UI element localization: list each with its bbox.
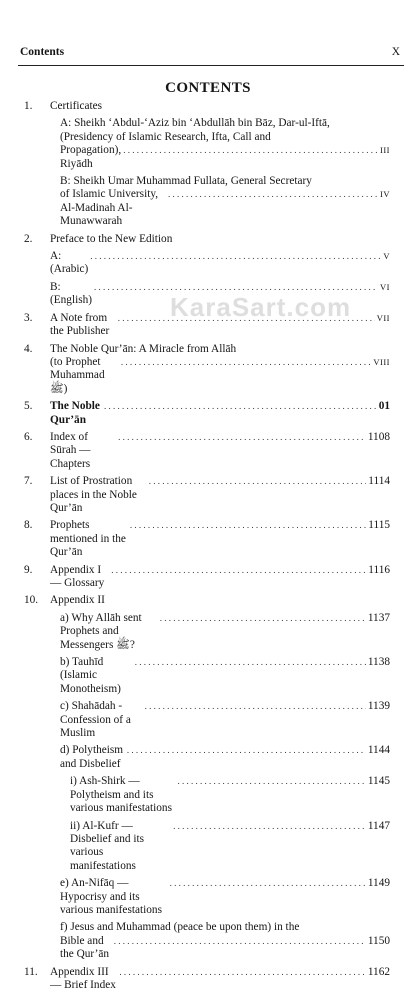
leader-dots [130,519,366,532]
toc-entry-title: Appendix I — Glossary [50,563,105,589]
toc-entry [24,775,390,815]
toc-entry-title: (to Prophet Muhammad ﷺ) [50,355,105,395]
entry-gap [24,992,390,996]
leader-dots [170,877,366,890]
toc-entry-title: Propagation), Riyādh [60,144,122,170]
toc-entry-title: ii) Al-Kufr — Disbelief and its various manifestations [70,819,145,872]
toc-entry-title: Bible and the Qur’ān [60,934,110,961]
toc-entry [24,188,390,228]
toc-entry-title: A Note from the Publisher [50,311,110,338]
toc-entry-title: Appendix III — Brief Index [50,965,116,991]
toc-entry-title: The Noble Qur’ān: A Miracle from Allāh [50,342,237,355]
toc-entry-page: 1115 [368,519,390,532]
leader-dots [145,700,366,713]
toc-entry-number: 4. [24,342,33,355]
toc-entry-title: Certificates [50,100,103,112]
toc-entry [24,400,390,427]
toc-entry [24,431,390,471]
toc-entry-title: of Islamic University, Al-Madinah Al-Munawwarah [60,188,159,228]
toc-entry [24,700,390,740]
toc-entry-page: 1147 [367,819,390,832]
leader-dots [177,775,365,788]
toc-entry-page: IV [380,189,390,200]
toc-entry-number: 6. [24,430,33,443]
toc-entry [24,612,390,652]
toc-entry-page: 1108 [367,430,390,443]
leader-dots [127,744,366,757]
toc-entry-number: 9. [24,563,33,576]
toc-entry-page: VI [380,281,390,292]
toc-entry-number: 7. [24,475,33,488]
toc-entry [24,519,390,559]
leader-dots [104,400,377,413]
toc-entry [24,131,390,144]
leader-dots [121,356,371,369]
leader-dots [123,144,378,157]
toc-entry-page: 1149 [367,877,390,890]
toc-entry-title: B: (English) [50,280,93,307]
leader-dots [90,250,381,263]
toc-entry-page: VII [376,312,390,323]
toc-entry-title: f) Jesus and Muhammad (peace be upon them) in the [60,921,300,934]
leader-dots [160,612,366,625]
toc-entry-page: VIII [373,356,390,367]
watermark: KaraSart.com [170,292,352,322]
toc-entry [24,117,390,130]
toc-entry-number: 2. [24,232,33,245]
toc-entry [24,475,390,515]
toc-entry [24,744,390,771]
toc-entry [24,564,390,591]
toc-entry [24,356,390,396]
toc-entry-page: 1162 [367,965,390,978]
toc-entry-title: A: (Arabic) [50,250,89,276]
leader-dots [118,431,366,444]
toc-entry-title: d) Polytheism and Disbelief [60,744,124,770]
toc-entry-title: c) Shahādah - Confession of a Muslim [60,700,131,740]
toc-entry [24,233,390,246]
toc-entry-number: 8. [24,519,33,532]
toc-entry-title: List of Prostration places in the Noble Qur’ān [50,475,137,514]
toc-entry-page: 1150 [367,934,390,947]
toc-entry [24,343,390,356]
header-section-title: Contents [20,46,65,58]
toc-entry-page: 01 [378,400,390,413]
leader-dots [149,475,366,488]
header-page-number: X [391,46,400,58]
toc-entry-page: 1137 [367,611,390,624]
leader-dots [135,656,366,669]
toc-entry-page: 1116 [368,563,390,576]
toc-entry-page: 1145 [367,775,390,788]
leader-dots [111,564,366,577]
leader-dots [114,935,366,948]
leader-dots [173,820,366,833]
toc-entry [24,594,390,607]
running-header [18,46,404,62]
toc-entry-title: Prophets mentioned in the Qur’ān [50,519,126,559]
toc-entry-number: 5. [24,400,33,413]
toc-entry-title: The Noble Qur’ān [50,400,100,426]
toc-entry [24,175,390,188]
toc-entry-title: B: Sheikh Umar Muhammad Fullata, General Secretary [60,175,312,188]
toc-entry-title: A: Sheikh ‘Abdul-‘Aziz bin ‘Abdullāh bin Bāz, Dar-ul-Iftā, [60,117,330,130]
toc-entry-number: 10. [24,594,39,607]
toc-entry-number: 3. [24,311,33,324]
toc-entry-title: e) An-Nifāq — Hypocrisy and its various manifestations [60,877,162,916]
toc-entry-title: i) Ash-Shirk — Polytheism and its various manifestations [70,775,172,815]
toc-entry [24,877,390,917]
toc-entry [24,921,390,934]
leader-dots [119,966,365,979]
toc-entry-page: V [383,251,390,262]
toc-entry-title: Appendix II [50,594,105,607]
toc-entry [24,144,390,171]
toc-entry-page: III [380,145,390,156]
toc-entry-title: a) Why Allāh sent Prophets and Messengers ﷺ? [60,611,142,651]
toc-entry-page: 1144 [367,744,390,757]
page-title: CONTENTS [165,80,251,96]
toc-entry-title: b) Tauhīd (Islamic Monotheism) [60,656,121,695]
toc-entry-page: 1139 [367,700,390,713]
toc-entry-title: Index of Sūrah — Chapters [50,430,91,470]
toc-entry [24,935,390,962]
toc-entry-title: Preface to the New Edition [50,232,173,245]
toc-entry [24,100,390,113]
toc-entry [24,966,390,993]
toc-entry [24,250,390,277]
toc-entry-page: 1114 [368,475,390,488]
toc-entry-title: (Presidency of Islamic Research, Ifta, Call and [60,130,271,143]
header-rule [18,65,404,66]
toc-entry [24,656,390,696]
table-of-contents [24,100,390,996]
toc-entry [24,820,390,874]
toc-entry-number: 1. [24,100,33,112]
leader-dots [168,188,378,201]
toc-entry-number: 11. [24,965,38,978]
toc-entry-page: 1138 [367,656,390,669]
